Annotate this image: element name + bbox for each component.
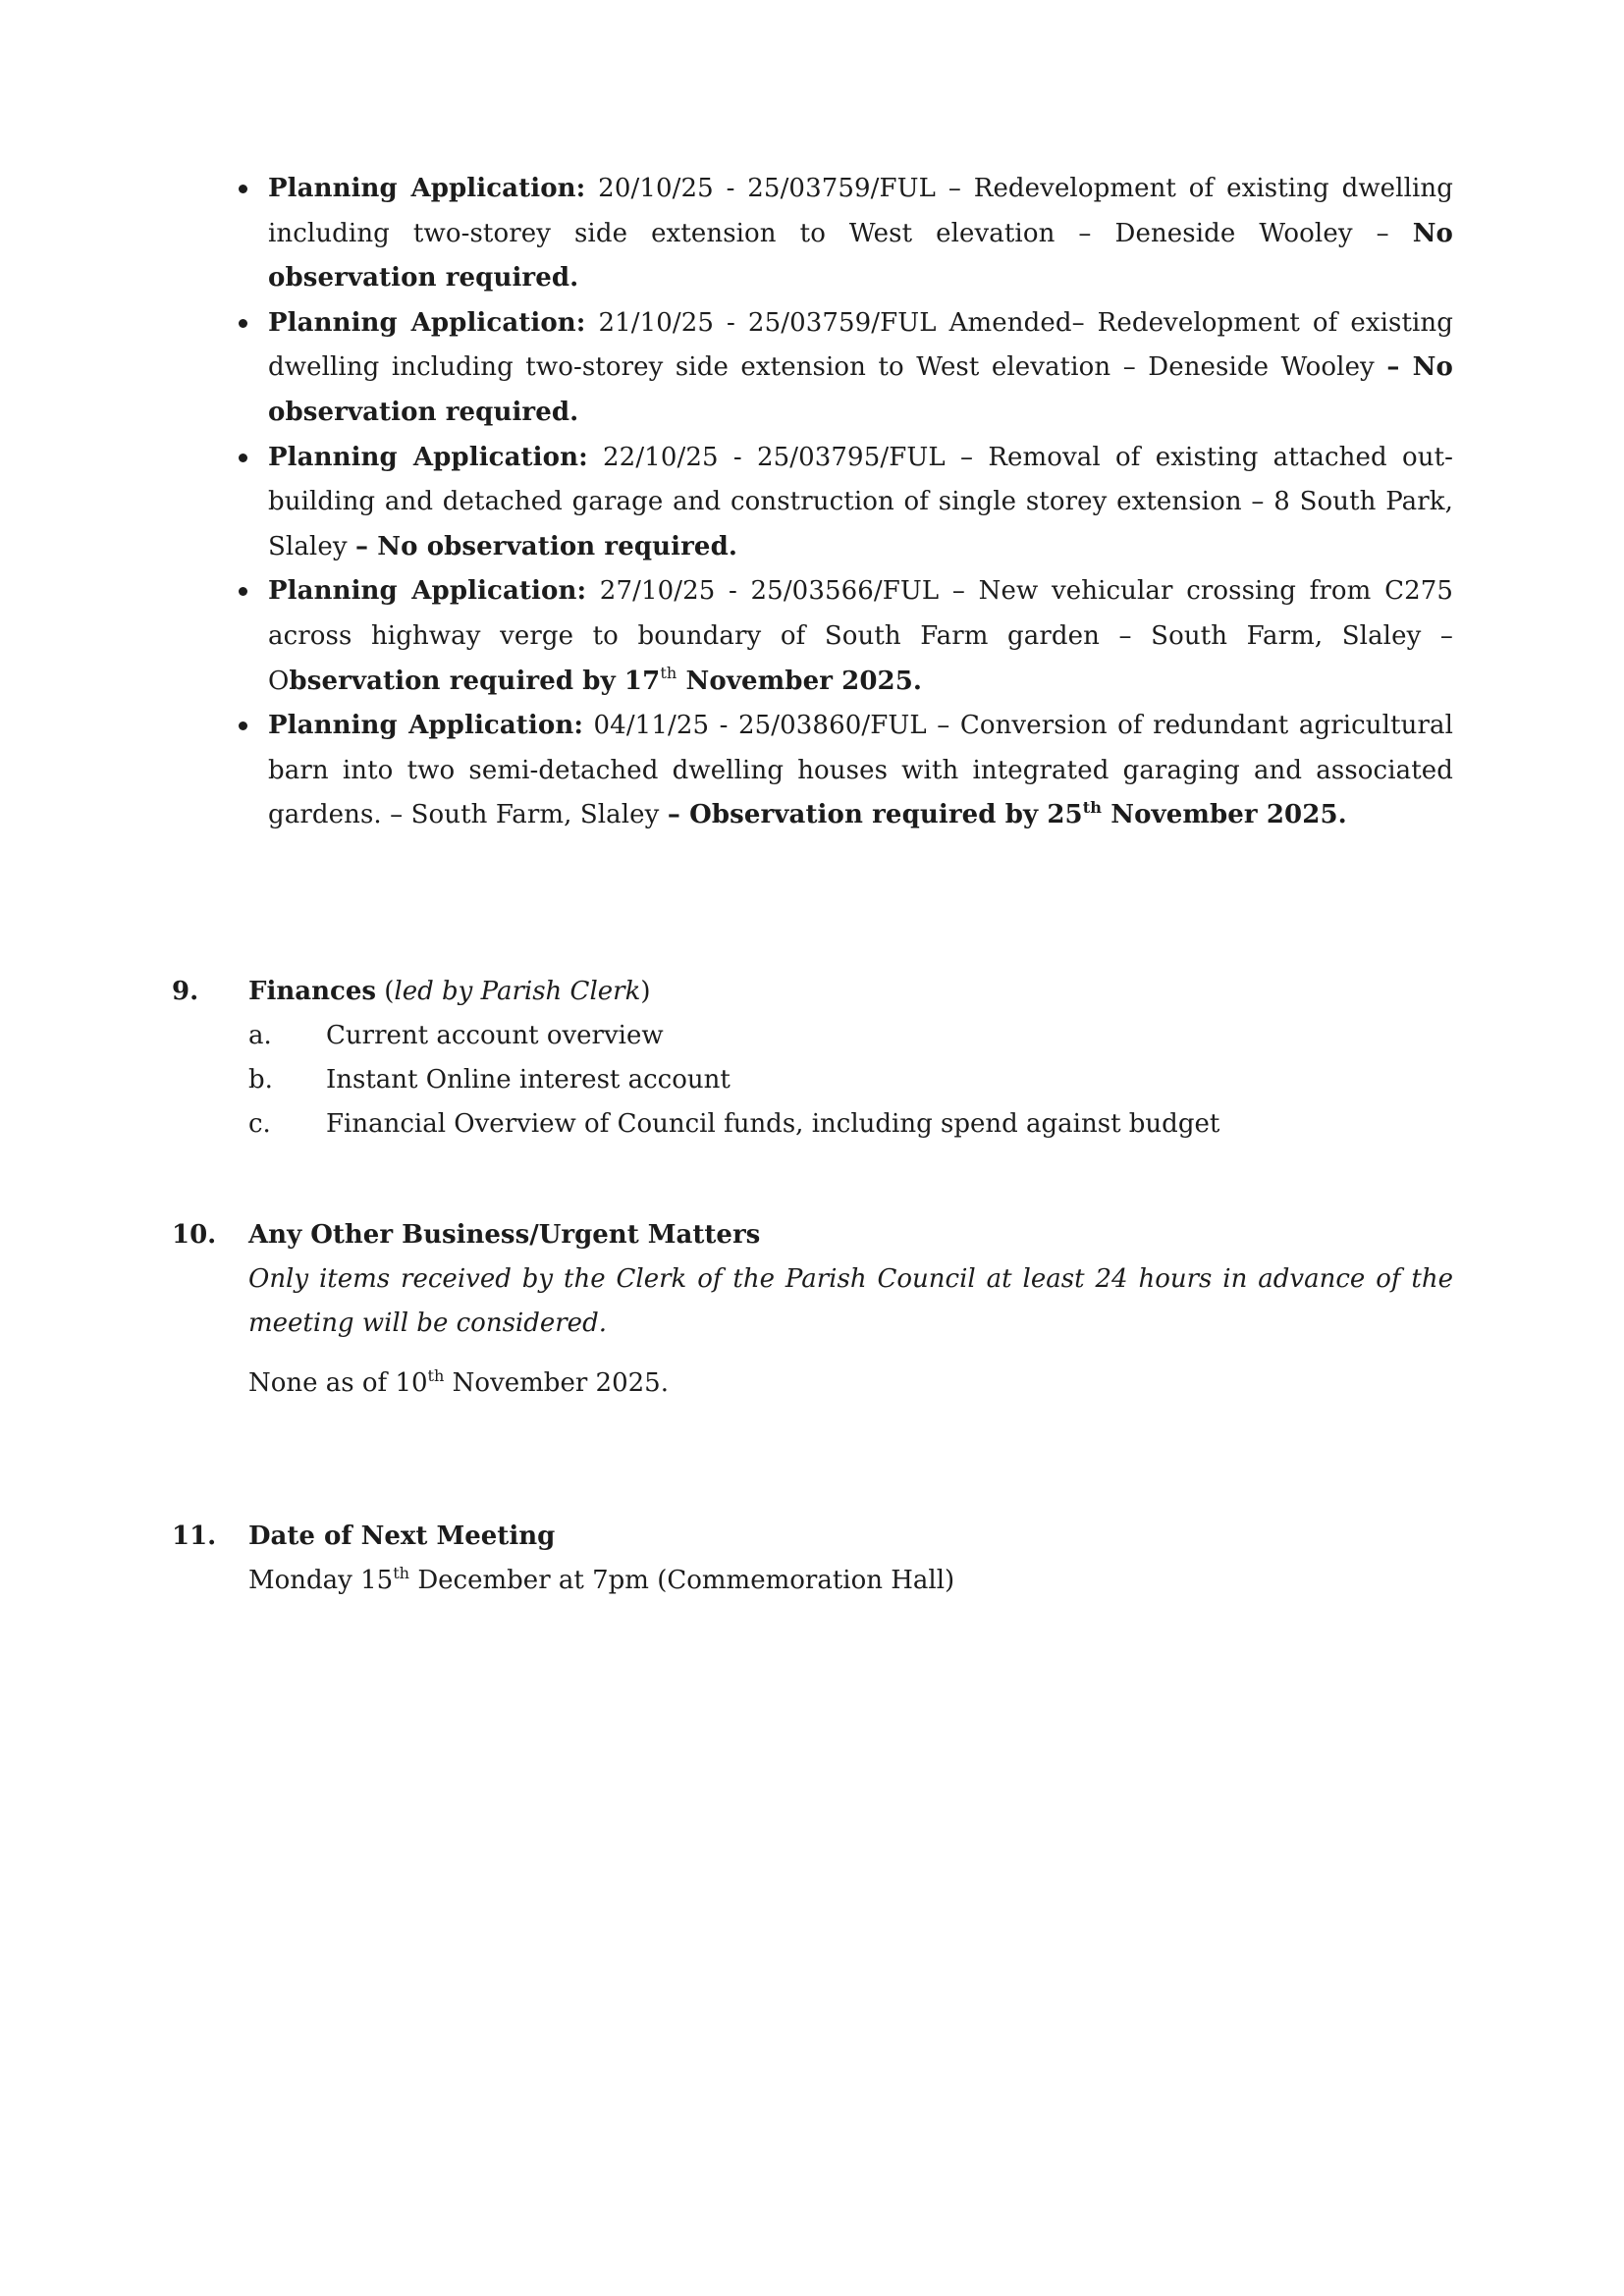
outcome-prefix: O [268,666,290,696]
planning-application-item [239,569,1453,704]
sub-item-text: Instant Online interest account [326,1065,731,1095]
status-suffix: November 2025. [444,1368,669,1398]
meeting-date [248,1559,1453,1603]
outcome-sup: th [1082,797,1103,817]
status-prefix: None as of 10 [248,1368,428,1398]
sub-item-text: Financial Overview of Council funds, including spend against budget [326,1109,1220,1139]
sub-item-text: Current account overview [326,1021,664,1050]
date-suffix: December at 7pm (Commemoration Hall) [409,1566,955,1595]
outcome-sup: th [660,664,677,683]
section-heading [248,970,1453,1014]
note-close: ) [640,977,651,1006]
bullet-icon [239,721,247,730]
item-outcome: – No observation required. [268,352,1453,427]
item-text: 20/10/25 - 25/03759/FUL – Redevelopment of existing dwelling including two-storey side extension to West elevation – Deneside Wooley – [268,174,1454,248]
status-sup: th [427,1365,445,1385]
item-text: 27/10/25 - 25/03566/FUL – New vehicular crossing from C275 across highway verge to boundary of South Farm garden – South Farm, Slaley – [268,576,1453,651]
section-next-meeting [172,1515,1453,1603]
sub-item [248,1102,1453,1147]
date-prefix: Monday 15 [248,1566,394,1595]
date-sup: th [393,1563,410,1582]
section-number: 9. [172,977,199,1006]
planning-application-item [239,436,1453,570]
bullet-icon [239,185,247,193]
bullet-icon [239,454,247,462]
item-label: Planning Application: [268,307,586,338]
sub-item [248,1014,1453,1058]
item-label: Planning Application: [268,711,584,741]
item-outcome: No observation required. [268,218,1453,294]
bullet-icon [239,587,247,596]
item-outcome: bservation required by 17 [289,666,661,696]
section-status [248,1362,1453,1406]
sub-item-letter: a. [248,1021,272,1050]
item-label: Planning Application: [268,576,587,607]
planning-application-item [239,704,1453,838]
note-open: ( [376,977,395,1006]
item-text: 04/11/25 - 25/03860/FUL – Conversion of redundant agricultural barn into two semi-detached dwelling houses with integrated garaging and associated gardens. – South Farm, Slaley [268,711,1453,830]
section-finances [172,970,1453,1147]
item-text: 22/10/25 - 25/03795/FUL – Removal of existing attached out-building and detached garage and construction of single storey extension – 8 South Park, Slaley [268,442,1454,561]
section-note: Only items received by the Clerk of the Parish Council at least 24 hours in advance of the meeting will be considered. [248,1264,1453,1338]
section-title: Date of Next Meeting [248,1522,556,1551]
section-number: 11. [172,1522,217,1551]
outcome-suffix: November 2025. [677,666,923,696]
section-note: led by Parish Clerk [394,977,641,1006]
section-title: Any Other Business/Urgent Matters [248,1220,761,1250]
planning-application-item [239,301,1453,436]
section-number: 10. [172,1220,217,1250]
sub-item-letter: c. [248,1109,271,1139]
item-text: 21/10/25 - 25/03759/FUL Amended– Redevelopment of existing dwelling including two-storey side extension to West elevation – Deneside Wooley [268,307,1453,383]
item-label: Planning Application: [268,174,586,203]
section-title: Finances [248,977,376,1006]
sub-item [248,1058,1453,1102]
bullet-icon [239,319,247,328]
sub-item-letter: b. [248,1065,273,1095]
item-outcome: – No observation required. [354,531,738,561]
planning-application-item [239,167,1453,301]
planning-applications-list [239,167,1453,838]
item-outcome: – Observation required by 25 [667,800,1083,830]
outcome-suffix: November 2025. [1102,800,1347,830]
item-label: Planning Application: [268,442,588,472]
section-any-other-business [172,1213,1453,1406]
